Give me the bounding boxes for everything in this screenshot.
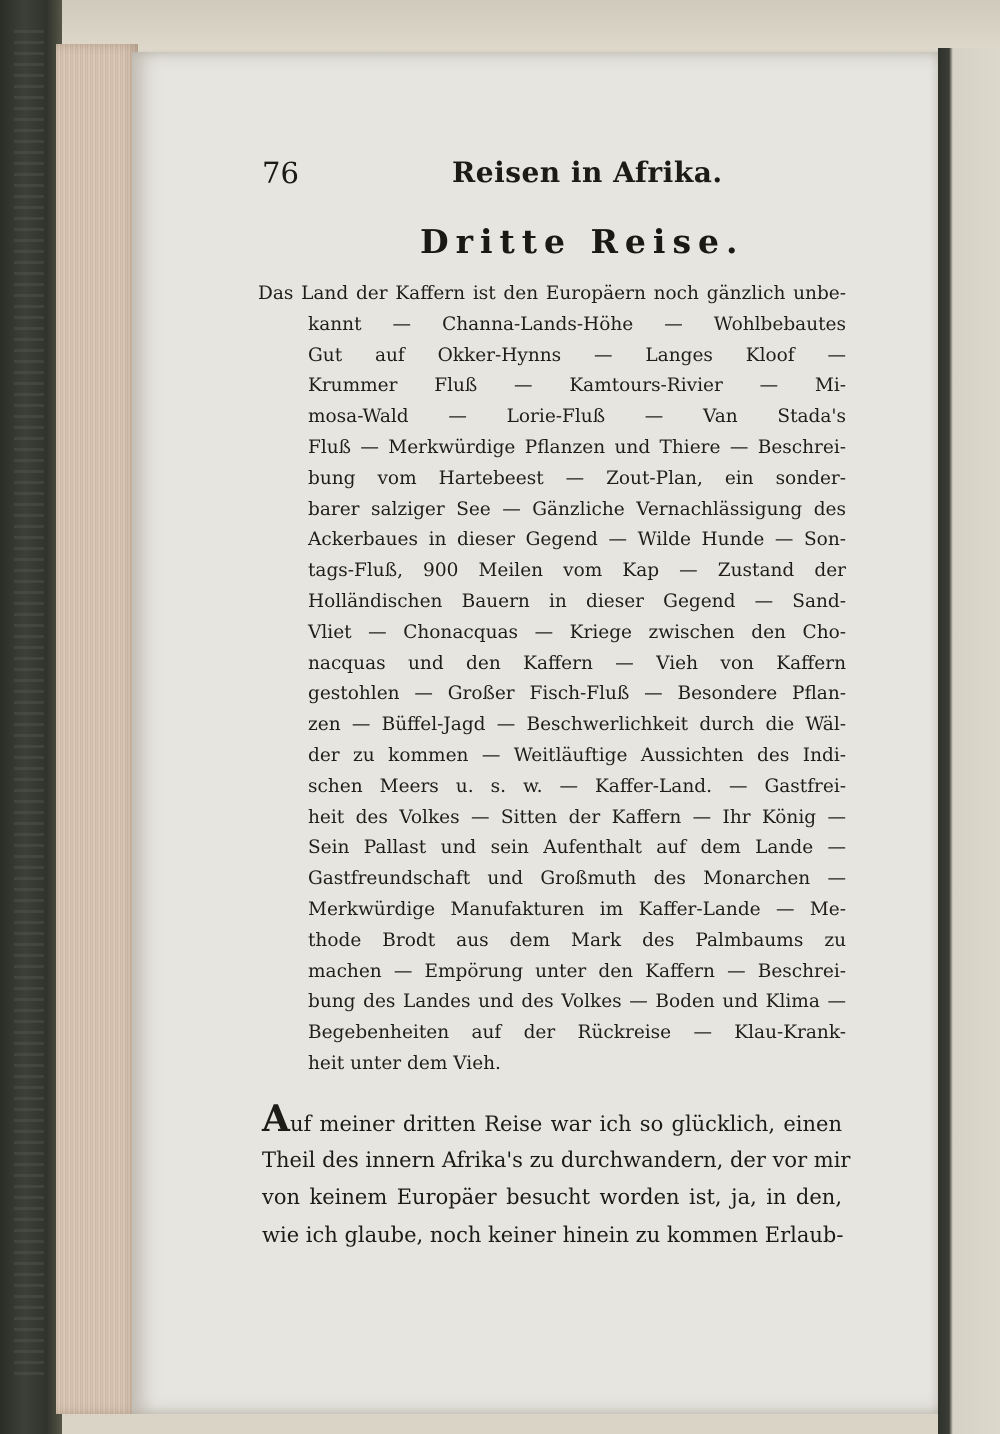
summary-line: zen — Büffel-Jagd — Beschwerlichkeit durch die Wäl- bbox=[308, 714, 846, 736]
summary-line: heit unter dem Vieh. bbox=[308, 1052, 501, 1074]
summary-line: schen Meers u. s. w. — Kaffer-Land. — Gastfrei- bbox=[308, 775, 846, 797]
summary-line: Fluß — Merkwürdige Pflanzen und Thiere — Beschrei- bbox=[308, 436, 846, 458]
chapter-summary bbox=[258, 279, 846, 1080]
summary-line: mosa-Wald — Lorie-Fluß — Van Stada's bbox=[308, 406, 846, 428]
running-title: Reisen in Afrika. bbox=[452, 156, 723, 189]
summary-line: Begebenheiten auf der Rückreise — Klau-Krank- bbox=[308, 1022, 846, 1044]
page-number: 76 bbox=[262, 156, 299, 190]
summary-line: gestohlen — Großer Fisch-Fluß — Besondere Pflan- bbox=[308, 683, 846, 705]
summary-line: Sein Pallast und sein Aufenthalt auf dem Lande — bbox=[308, 837, 846, 859]
summary-line: Das Land der Kaffern ist den Europäern noch gänzlich unbe- bbox=[258, 283, 846, 304]
summary-line: Vliet — Chonacquas — Kriege zwischen den Cho- bbox=[308, 621, 846, 643]
background-gap bbox=[30, 0, 1000, 50]
page-header bbox=[262, 152, 842, 202]
summary-line: bung des Landes und des Volkes — Boden und Klima — bbox=[308, 991, 846, 1013]
summary-line: barer salziger See — Gänzliche Vernachlässigung des bbox=[308, 498, 846, 520]
summary-line: nacquas und den Kaffern — Vieh von Kaffern bbox=[308, 652, 846, 674]
summary-line: kannt — Channa-Lands-Höhe — Wohlbebautes bbox=[308, 313, 846, 335]
summary-line: Gastfreundschaft und Großmuth des Monarchen — bbox=[308, 868, 846, 890]
summary-line: Krummer Fluß — Kamtours-Rivier — Mi- bbox=[308, 375, 846, 397]
summary-line: thode Brodt aus dem Mark des Palmbaums zu bbox=[308, 929, 846, 951]
summary-line: Ackerbaues in dieser Gegend — Wilde Hunde — Son- bbox=[308, 529, 846, 551]
book-binding bbox=[0, 0, 62, 1434]
summary-line: Holländischen Bauern in dieser Gegend — Sand- bbox=[308, 590, 846, 612]
body-line-first-rest: uf meiner dritten Reise war ich so glücklich, einen bbox=[289, 1112, 842, 1136]
chapter-title: Dritte Reise. bbox=[420, 222, 745, 261]
body-line: wie ich glaube, noch keiner hinein zu kommen Erlaub- bbox=[262, 1222, 844, 1247]
summary-line: Gut auf Okker-Hynns — Langes Kloof — bbox=[308, 344, 846, 366]
summary-line: tags-Fluß, 900 Meilen vom Kap — Zustand der bbox=[308, 560, 846, 582]
body-text bbox=[262, 1098, 851, 1254]
summary-line: der zu kommen — Weitläuftige Aussichten des Indi- bbox=[308, 744, 846, 766]
facing-page-edge bbox=[938, 48, 1000, 1434]
summary-line: machen — Empörung unter den Kaffern — Beschrei- bbox=[308, 960, 846, 982]
summary-line: bung vom Hartebeest — Zout-Plan, ein sonder- bbox=[308, 467, 846, 489]
body-line: von keinem Europäer besucht worden ist, ja, in den, bbox=[262, 1185, 842, 1209]
body-line-first bbox=[262, 1098, 842, 1142]
initial-letter: A bbox=[262, 1098, 290, 1140]
summary-line: Merkwürdige Manufakturen im Kaffer-Lande — Me- bbox=[308, 898, 846, 920]
summary-line: heit des Volkes — Sitten der Kaffern — Ihr König — bbox=[308, 806, 846, 828]
body-line: Theil des innern Afrika's zu durchwandern, der vor mir bbox=[262, 1147, 851, 1172]
page-edges bbox=[56, 44, 138, 1414]
